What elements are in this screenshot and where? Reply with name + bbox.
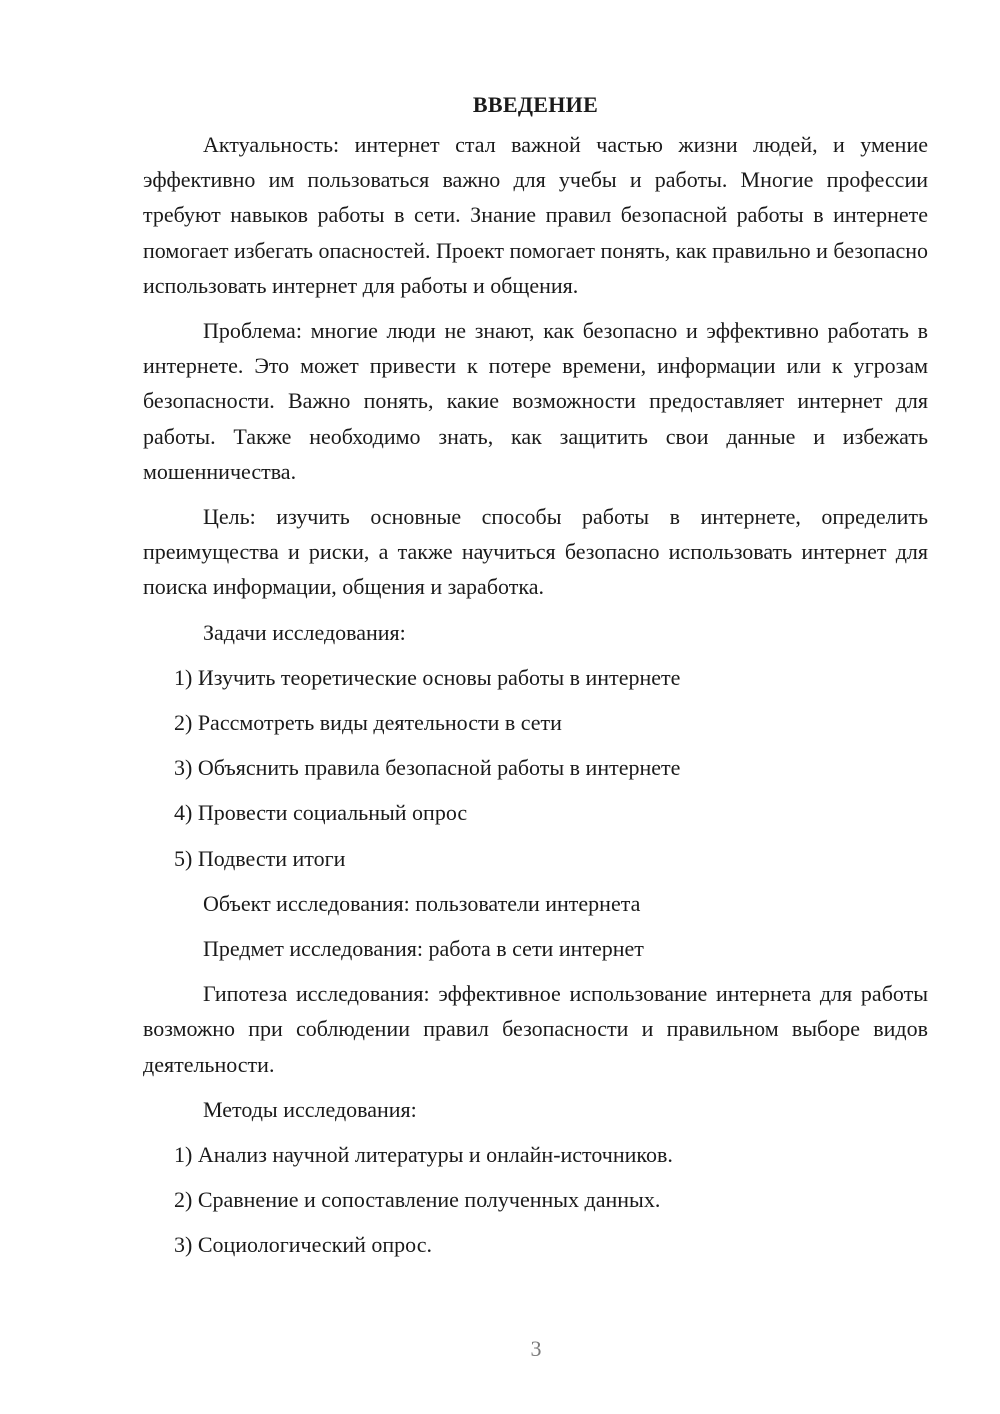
task-item: 2) Рассмотреть виды деятельности в сети bbox=[174, 710, 562, 736]
task-item: 3) Объяснить правила безопасной работы в интернете bbox=[174, 755, 681, 781]
task-item: 5) Подвести итоги bbox=[174, 845, 346, 871]
method-item: 1) Анализ научной литературы и онлайн-источников. bbox=[174, 1142, 673, 1168]
tasks-title: Задачи исследования: bbox=[203, 619, 406, 645]
page-title: ВВЕДЕНИЕ bbox=[472, 92, 599, 117]
relevance-paragraph: Актуальность: интернет стал важной частью жизни людей, и умение эффективно им пользоваться важно для учебы и работы. Многие профессии требуют навыков работы в сети. Знание правил безопасной работы в интернете помогает избегать опасностей. Проект помогает понять, как правильно и безопасно использовать интернет для работы и общения. bbox=[143, 132, 928, 298]
goal-paragraph: Цель: изучить основные способы работы в интернете, определить преимущества и риски, а также научиться безопасно использовать интернет для поиска информации, общения и заработка. bbox=[143, 504, 928, 600]
subject-line: Предмет исследования: работа в сети интернет bbox=[203, 936, 644, 962]
problem-paragraph: Проблема: многие люди не знают, как безопасно и эффективно работать в интернете. Это может привести к потере времени, информации или к угрозам безопасности. Важно понять, какие возможности предоставляет интернет для работы. Также необходимо знать, как защитить свои данные и избежать мошенничества. bbox=[143, 318, 928, 484]
methods-title: Методы исследования: bbox=[203, 1096, 417, 1122]
method-item: 2) Сравнение и сопоставление полученных данных. bbox=[174, 1187, 661, 1213]
hypothesis-paragraph: Гипотеза исследования: эффективное использование интернета для работы возможно при соблюдении правил безопасности и правильном выборе видов деятельности. bbox=[143, 981, 928, 1077]
task-item: 1) Изучить теоретические основы работы в интернете bbox=[174, 664, 681, 690]
page-number: 3 bbox=[530, 1336, 542, 1361]
task-item: 4) Провести социальный опрос bbox=[174, 800, 468, 826]
document-page bbox=[143, 92, 928, 1263]
object-line: Объект исследования: пользователи интернета bbox=[203, 890, 641, 916]
method-item: 3) Социологический опрос. bbox=[174, 1232, 432, 1258]
